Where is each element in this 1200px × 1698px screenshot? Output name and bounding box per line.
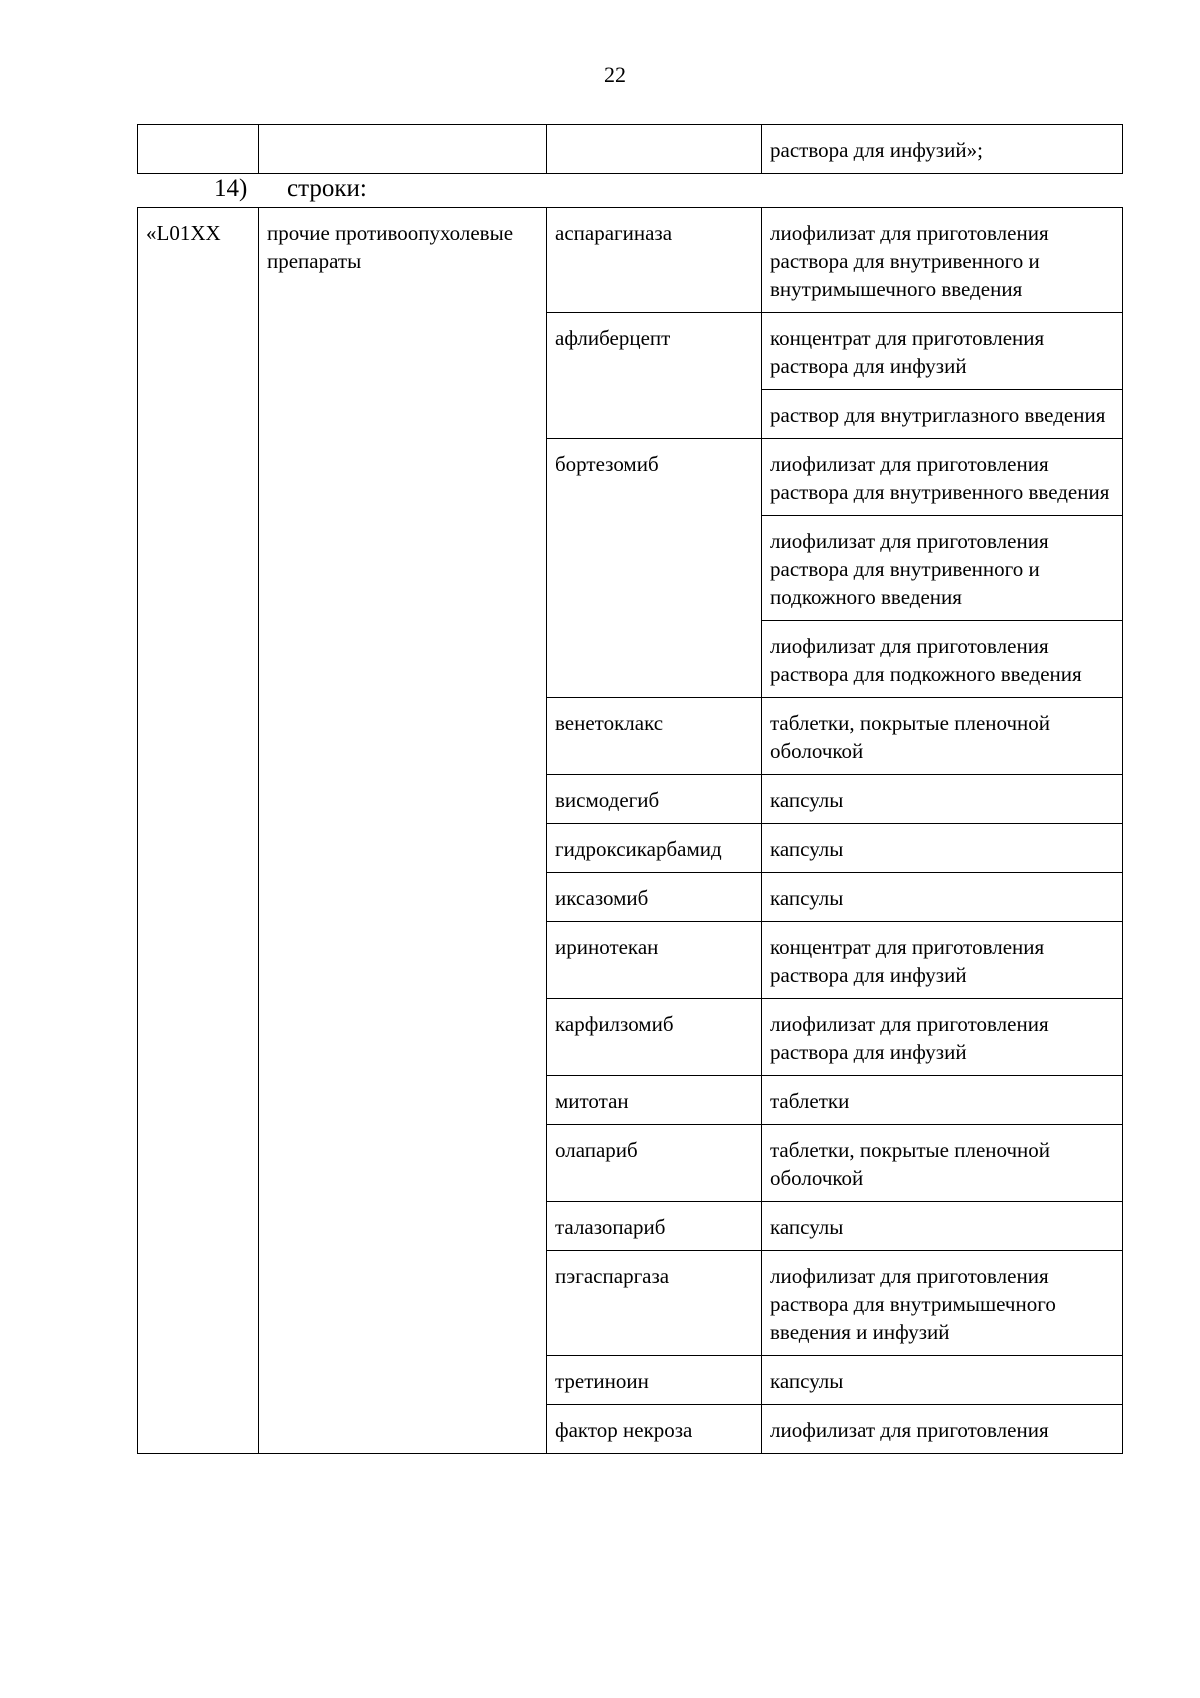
drug-name-cell: гидроксикарбамид [547,824,762,873]
dosage-form-cell: капсулы [762,775,1123,824]
drug-name-cell: третиноин [547,1356,762,1405]
drug-name-cell: фактор некроза [547,1405,762,1454]
drug-name-cell: иринотекан [547,922,762,999]
dosage-form-cell: капсулы [762,1202,1123,1251]
section-heading [0,175,1200,205]
drug-name-cell: иксазомиб [547,873,762,922]
dosage-form-cell: концентрат для приготовления раствора для инфузий [762,922,1123,999]
dosage-form-cell: лиофилизат для приготовления раствора для внутривенного и внутримышечного введения [762,208,1123,313]
drug-name-cell: талазопариб [547,1202,762,1251]
dosage-form-cell: лиофилизат для приготовления раствора для подкожного введения [762,621,1123,698]
drug-name-cell: олапариб [547,1125,762,1202]
drug-name-cell: аспарагиназа [547,208,762,313]
group-cell [259,125,547,174]
group-name-cell: прочие противоопухолевые препараты [259,208,547,1454]
drug-name-cell: пэгаспаргаза [547,1251,762,1356]
dosage-form-cell: лиофилизат для приготовления раствора для инфузий [762,999,1123,1076]
section-label: строки: [287,175,367,202]
drug-name-cell: митотан [547,1076,762,1125]
drug-name-cell: афлиберцепт [547,313,762,439]
dosage-form-cell: таблетки [762,1076,1123,1125]
dosage-form-cell: концентрат для приготовления раствора для инфузий [762,313,1123,390]
dosage-form-cell: лиофилизат для приготовления раствора для внутривенного и подкожного введения [762,516,1123,621]
drug-name-cell: висмодегиб [547,775,762,824]
table-row [138,125,1123,174]
dosage-form-cell: лиофилизат для приготовления раствора для внутривенного введения [762,439,1123,516]
dosage-form-cell: раствор для внутриглазного введения [762,390,1123,439]
drug-name-cell: бортезомиб [547,439,762,698]
dosage-form-cell: лиофилизат для приготовления раствора для внутримышечного введения и инфузий [762,1251,1123,1356]
drug-cell [547,125,762,174]
code-cell [138,125,259,174]
dosage-form-cell: таблетки, покрытые пленочной оболочкой [762,1125,1123,1202]
table-row [138,208,1123,313]
page-number: 22 [604,62,626,87]
atc-code-cell: «L01XX [138,208,259,1454]
drug-name-cell: венетоклакс [547,698,762,775]
dosage-form-cell: капсулы [762,1356,1123,1405]
dosage-form-cell: лиофилизат для приготовления [762,1405,1123,1454]
dosage-form-cell: капсулы [762,824,1123,873]
drug-name-cell: карфилзомиб [547,999,762,1076]
form-cell: раствора для инфузий»; [762,125,1123,174]
dosage-form-cell: капсулы [762,873,1123,922]
previous-table-fragment [137,124,1123,174]
section-number: 14) [214,175,248,202]
dosage-form-cell: таблетки, покрытые пленочной оболочкой [762,698,1123,775]
drug-table [137,207,1123,1454]
